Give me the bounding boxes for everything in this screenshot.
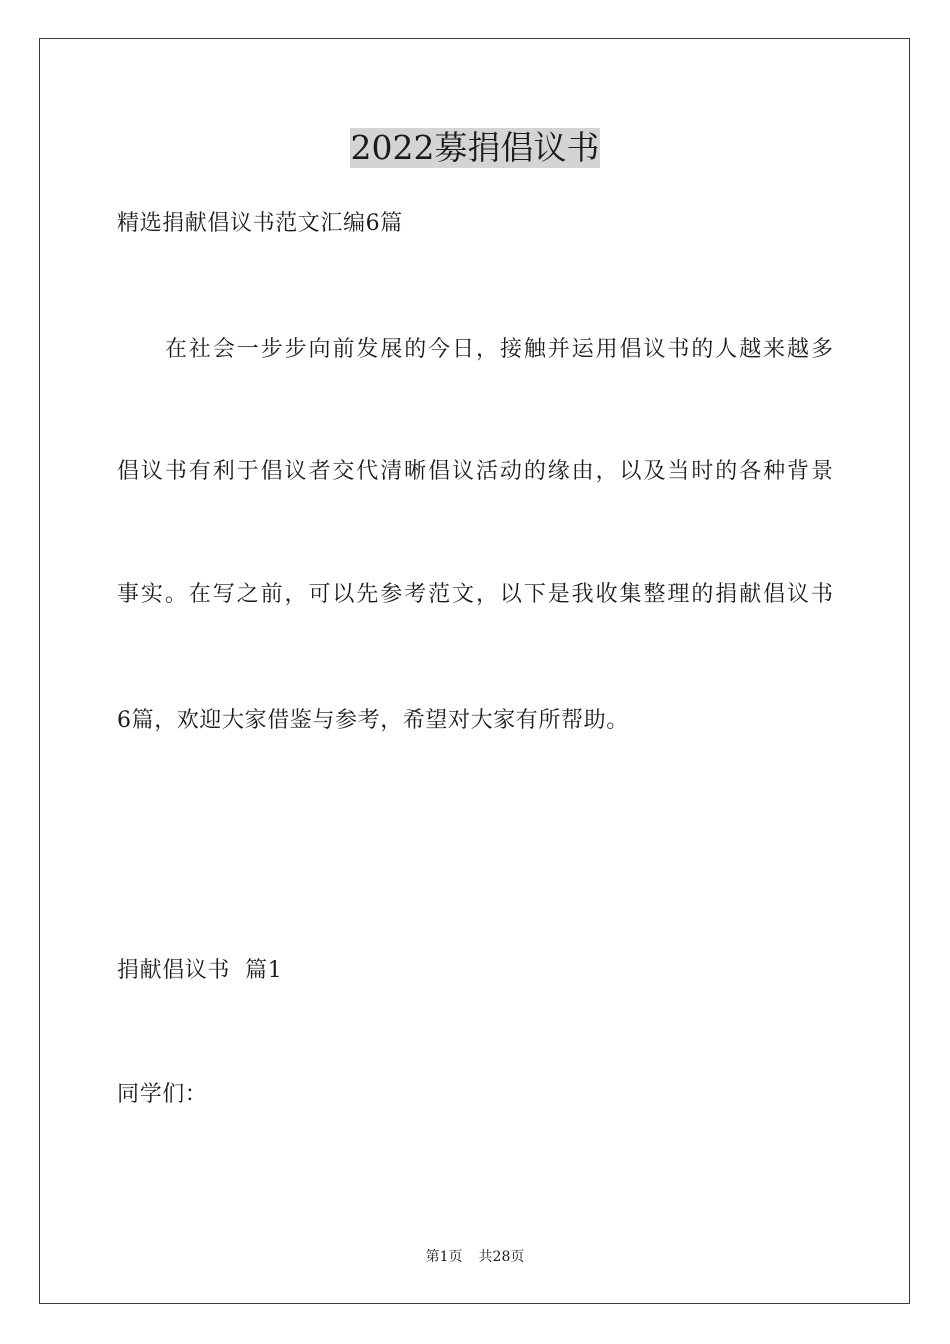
document-subtitle: 精选捐献倡议书范文汇编6篇	[117, 211, 403, 236]
intro-line-1: 在社会一步步向前发展的今日，接触并运用倡议书的人越来越多	[165, 337, 833, 362]
intro-line-4: 6篇，欢迎大家借鉴与参考，希望对大家有所帮助。	[117, 708, 629, 733]
salutation: 同学们：	[117, 1082, 208, 1107]
title-container	[0, 128, 950, 168]
page-footer	[0, 1247, 950, 1267]
section-heading: 捐献倡议书 篇1	[117, 958, 283, 983]
intro-line-3: 事实。在写之前，可以先参考范文，以下是我收集整理的捐献倡议书	[117, 582, 833, 607]
page-total: 共28页	[478, 1249, 525, 1265]
page-number: 第1页	[425, 1249, 463, 1265]
document-title: 2022募捐倡议书	[350, 128, 600, 167]
intro-line-2: 倡议书有利于倡议者交代清晰倡议活动的缘由，以及当时的各种背景	[117, 459, 833, 484]
